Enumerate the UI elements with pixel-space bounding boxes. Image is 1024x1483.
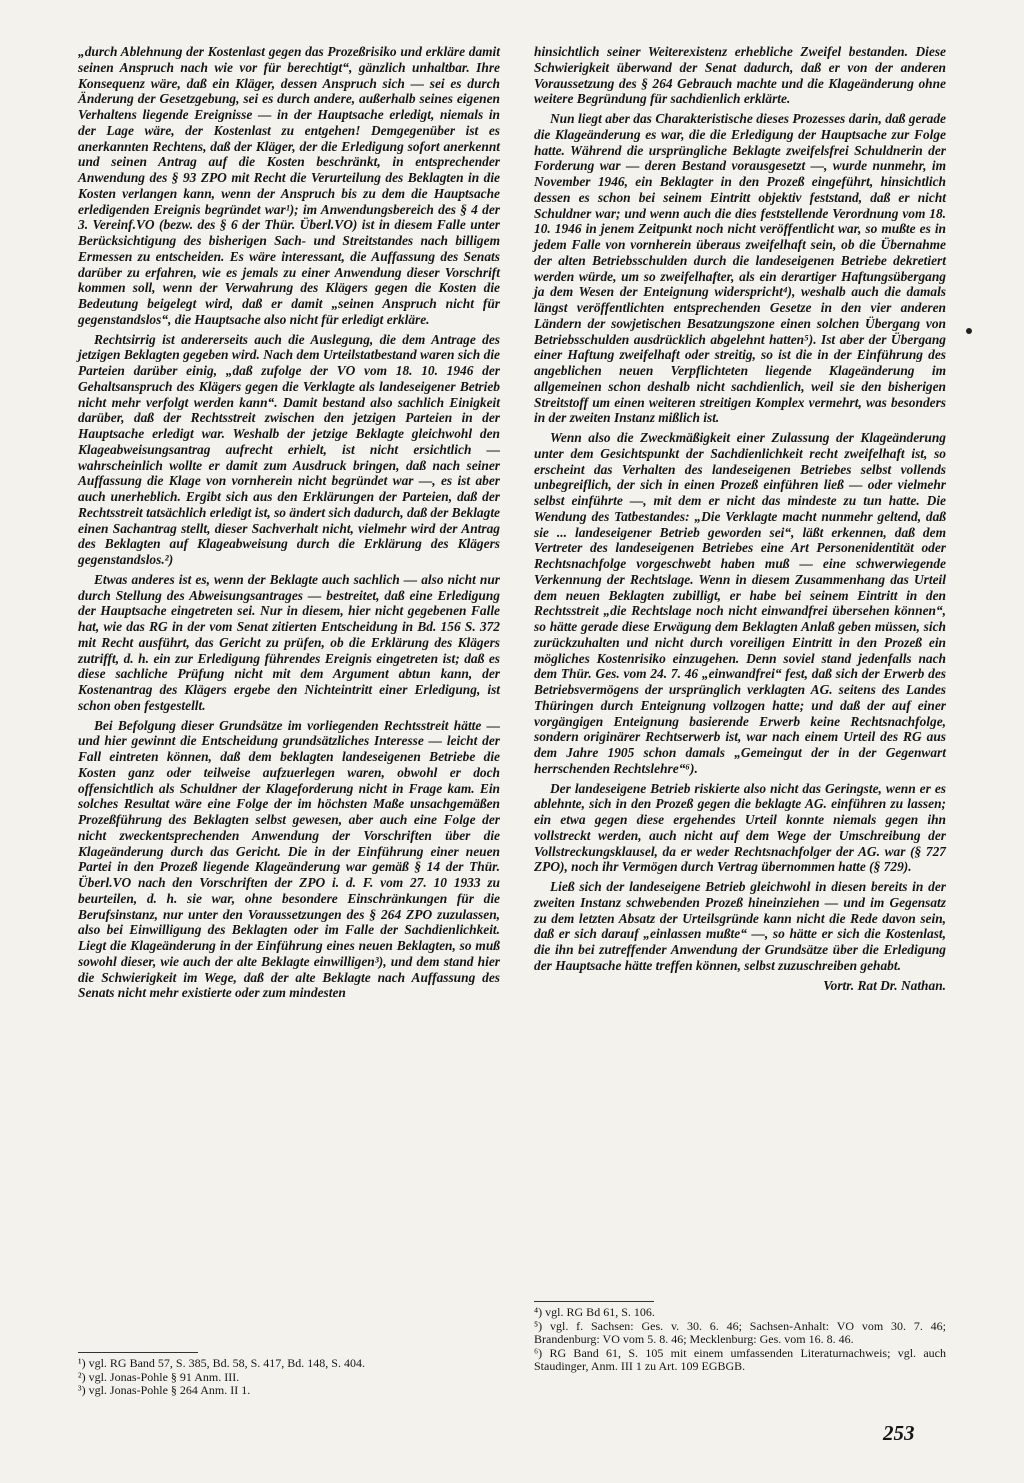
margin-dot-mark: [966, 328, 972, 334]
right-column: [534, 44, 946, 997]
paragraph: Wenn also die Zweckmäßigkeit einer Zulassung der Klageänderung unter dem Gesichtspunkt der Sachdienlichkeit recht zweifelhaft ist, so erscheint das Verhalten des landeseigenen Betriebes selbst vollends unbegreiflich, der sich in einen Prozeß einführen ließ — oder vielmehr selbst einführte —, mit dem er nicht das mindeste zu tun hatte. Die Wendung des Tatbestandes: „Die Verklagte macht nunmehr geltend, daß sie ... landeseigener Betrieb geworden sei“, läßt erkennen, daß dem Vertreter des landeseigenen Betriebes eine Art Personenidentität oder Rechtsnachfolge vorgeschwebt haben muß — eine schwerwiegende Verkennung der Rechtslage. Wenn in diesem Zusammenhang das Urteil dem neuen Beklagten zubilligt, er habe bei seinem Eintritt in den Rechtsstreit „die Rechtslage noch nicht einwandfrei übersehen können“, so hätte gerade diese Erwägung dem Beklagten Anlaß geben müssen, sich zurückzuhalten und nicht durch voreiligen Eintritt in den Prozeß ein mögliches Kostenrisiko einzugehen. Denn soviel stand jedenfalls nach dem Thür. Ges. vom 24. 7. 46 „einwandfrei“ fest, daß sich der Erwerb des Betriebsvermögens der ursprünglich verklagten AG. seitens des Landes Thüringen durch Enteignung vollzogen hatte; und daß der auf einer vorgängigen Enteignung basierende Erwerb keine Rechtsnachfolge, sondern originärer Rechtserwerb ist, war nach einem Urteil des RG aus dem Jahre 1905 schon damals „Gemeingut der in der Gegenwart herrschenden Rechtslehre“⁶).: [534, 430, 946, 776]
footnote: ⁵) vgl. f. Sachsen: Ges. v. 30. 6. 46; Sachsen-Anhalt: VO vom 30. 7. 46; Brandenburg: VO vom 5. 8. 46; Mecklenburg: Ges. vom 16. 8. 46.: [534, 1318, 946, 1346]
paragraph: Nun liegt aber das Charakteristische dieses Prozesses darin, daß gerade die Klageänderung es war, die die Erledigung der Hauptsache zur Folge hatte. Während die ursprüngliche Beklagte zweifelsfrei Schuldnerin der Forderung war — deren Bestand vorausgesetzt —, wurde nunmehr, im November 1946, ein Beklagter in den Prozeß eingeführt, hinsichtlich dessen es schon bei seinem Eintritt objektiv feststand, daß er nicht Schuldner war; und wenn auch die dies feststellende Verordnung vom 18. 10. 1946 in jenem Zeitpunkt noch nicht veröffentlicht war, so mußte es in jedem Falle von vornherein überaus zweifelhaft sein, ob die Übernahme der alten Betriebsschulden durch die landeseigenen Betriebe dekretiert werden würde, um so zweifelhafter, als ein derartiger Haftungsübergang ja dem Wesen der Enteignung widerspricht⁴), weshalb auch die damals längst veröffentlichten entsprechenden Gesetze in den vier anderen Ländern der sowjetischen Besatzungszone einen solchen Übergang von Betriebsschulden ausdrücklich abgelehnt hatten⁵). Ist aber der Übergang einer Haftung zweifelhaft oder streitig, so ist die in der Einführung des angeblichen neuen Verpflichteten liegende Klageänderung im allgemeinen schon deshalb nicht sachdienlich, weil sie den bisherigen Streitstoff um einen weiteren streitigen Komplex vermehrt, was besonders in der zweiten Instanz mißlich ist.: [534, 111, 946, 426]
paragraph: Etwas anderes ist es, wenn der Beklagte auch sachlich — also nicht nur durch Stellung des Abweisungsantrages — bestreitet, daß eine Erledigung der Hauptsache eingetreten sei. Nur in diesem, hier nicht gegebenen Falle hat, wie das RG in der vom Senat zitierten Entscheidung in Bd. 156 S. 372 mit Recht ausführt, das Gericht zu prüfen, ob die Erklärung des Klägers zutrifft, d. h. ein zur Erledigung führendes Ereignis eingetreten ist; daß es diese sachliche Prüfung nicht mit dem Argument abtun kann, der Kostenantrag des Klägers ergebe den Nichteintritt einer Erledigung, ist schon oben festgestellt.: [78, 571, 500, 713]
author-signature: Vortr. Rat Dr. Nathan.: [823, 977, 946, 993]
right-footnotes: [534, 1306, 946, 1374]
footnote: ³) vgl. Jonas-Pohle § 264 Anm. II 1.: [78, 1383, 251, 1397]
left-footnotes: [78, 1357, 500, 1398]
footnote: ¹) vgl. RG Band 57, S. 385, Bd. 58, S. 417, Bd. 148, S. 404.: [78, 1356, 365, 1370]
footnote: ⁴) vgl. RG Bd 61, S. 106.: [534, 1305, 655, 1319]
left-column: [78, 44, 500, 1005]
paragraph: „durch Ablehnung der Kostenlast gegen das Prozeßrisiko und erkläre damit seinen Anspruch nach wie vor für berechtigt“, gänzlich unhaltbar. Ihre Konsequenz wäre, daß ein Kläger, dessen Anspruch sich — sei es durch Änderung der Gesetzgebung, sei es durch andere, außerhalb seines eigenen Verhaltens liegende Ereignisse — in der Hauptsache erledigt, niemals in der Lage wäre, der Kostenlast zu entgehen! Demgegenüber ist es anerkannten Rechtens, daß der Kläger, der die Erledigung sofort anerkennt und seinen Antrag auf die Kosten beschränkt, in entsprechender Anwendung des § 93 ZPO mit Recht die Verurteilung des Beklagten in die Kosten verlangen kann, wenn der Anspruch bis zu dem die Hauptsache erledigenden Ereignis begründet war¹); im Anwendungsbereich des § 4 der 3. Vereinf.VO (bezw. des § 6 der Thür. Überl.VO) ist in diesem Falle unter Berücksichtigung des bisherigen Sach- und Streitstandes nach billigem Ermessen zu entscheiden. Es wäre interessant, die Auffassung des Senats darüber zu erfahren, wie es jemals zu einer Anwendung dieser Vorschrift kommen soll, wenn der Verwahrung des Klägers gegen die Kosten die Bedeutung beigelegt wird, daß er damit „seinen Anspruch nicht für gegenstandslos“, die Hauptsache also nicht für erledigt erkläre.: [78, 44, 500, 327]
paragraph: hinsichtlich seiner Weiterexistenz erhebliche Zweifel bestanden. Diese Schwierigkeit überwand der Senat dadurch, daß er von der anderen Voraussetzung des § 264 Gebrauch machte und die Klageänderung ohne weitere Begründung für sachdienlich erklärte.: [534, 44, 946, 107]
paragraph: Bei Befolgung dieser Grundsätze im vorliegenden Rechtsstreit hätte — und hier gewinnt die Entscheidung grundsätzliches Interesse — leicht der Fall eintreten können, daß dem beklagten landeseigenen Betriebe die Kosten ganz oder teilweise aufzuerlegen waren, obwohl er doch offensichtlich als Schuldner der Klageforderung nicht in Frage kam. Ein solches Resultat wäre eine Folge der im höchsten Maße unsachgemäßen Prozeßführung des Beklagten selbst gewesen, aber auch eine Folge der nicht zweckentsprechenden Anwendung der Vorschriften über die Klageänderung durch das Gericht. Die in der Einführung einer neuen Partei in den Prozeß liegende Klageänderung war gemäß § 14 der Thür. Überl.VO nach den Vorschriften der ZPO i. d. F. vom 27. 10 1933 zu beurteilen, d. h. sie war, ohne besondere Einschränkungen für die Berufsinstanz, nur unter den Voraussetzungen des § 264 ZPO zuzulassen, also bei Einwilligung des Beklagten oder im Falle der Sachdienlichkeit. Liegt die Klageänderung in der Einführung eines neuen Beklagten, so muß sowohl dieser, wie auch der alte Beklagte einwilligen³), und dem stand hier die Schwierigkeit im Wege, daß der alte Beklagte nach Auffassung des Senats nicht mehr existierte oder zum mindesten: [78, 717, 500, 1001]
page-number: 253: [883, 1421, 915, 1445]
footnote-divider: [78, 1352, 198, 1353]
paragraph: Ließ sich der landeseigene Betrieb gleichwohl in diesen bereits in der zweiten Instanz schwebenden Prozeß hineinziehen — und im Gegensatz zu dem letzten Absatz der Urteilsgründe kann nicht die Rede davon sein, daß er sich darauf „einlassen mußte“ —, so hätte er sich die Kostenlast, die ihn bei zutreffender Anwendung der Grundsätze über die Erledigung der Hauptsache hätte treffen können, selbst zuzuschreiben gehabt.: [534, 879, 946, 973]
footnote-divider: [534, 1301, 654, 1302]
footnote: ²) vgl. Jonas-Pohle § 91 Anm. III.: [78, 1369, 240, 1384]
paragraph: Der landeseigene Betrieb riskierte also nicht das Geringste, wenn er es ablehnte, sich in den Prozeß gegen die beklagte AG. einführen zu lassen; ein etwa gegen diese ergehendes Urteil konnte niemals gegen ihn vollstreckt werden, auch nicht auf dem Wege der Umschreibung der Vollstreckungsklausel, da er weder Rechtsnachfolger der AG. war (§ 727 ZPO), noch ihr Vermögen durch Vertrag übernommen hatte (§ 729).: [534, 780, 946, 875]
paragraph: Rechtsirrig ist andererseits auch die Auslegung, die dem Antrage des jetzigen Beklagten gegeben wird. Nach dem Urteilstatbestand waren sich die Parteien darüber einig, „daß zufolge der VO vom 18. 10. 1946 der Gehaltsanspruch des Klägers gegen die Verklagte als landeseigener Betrieb nicht mehr verfolgt werden kann“. Damit bestand also sachlich Einigkeit darüber, daß der Rechtsstreit zwischen den jetzigen Parteien in der Hauptsache erledigt war. Weshalb der jetzige Beklagte gleichwohl den Klageabweisungsantrag aufrecht erhielt, ist nicht ersichtlich — wahrscheinlich wollte er damit zum Ausdruck bringen, daß nach seiner Auffassung die Klage von vornherein nicht begründet war —, es ist aber auch unerheblich. Ergibt sich aus den Erklärungen der Parteien, daß der Rechtsstreit tatsächlich erledigt ist, so ändert sich dadurch, daß der Beklagte einen Sachantrag stellt, dieser Sachverhalt nicht, vielmehr wird der Antrag des Beklagten auf Klageabweisung durch die Erklärung des Klägers gegenstandslos.²): [78, 331, 500, 567]
footnote: ⁶) RG Band 61, S. 105 mit einem umfassenden Literaturnachweis; vgl. auch Staudinger, Anm. III 1 zu Art. 109 EGBGB.: [534, 1345, 946, 1373]
